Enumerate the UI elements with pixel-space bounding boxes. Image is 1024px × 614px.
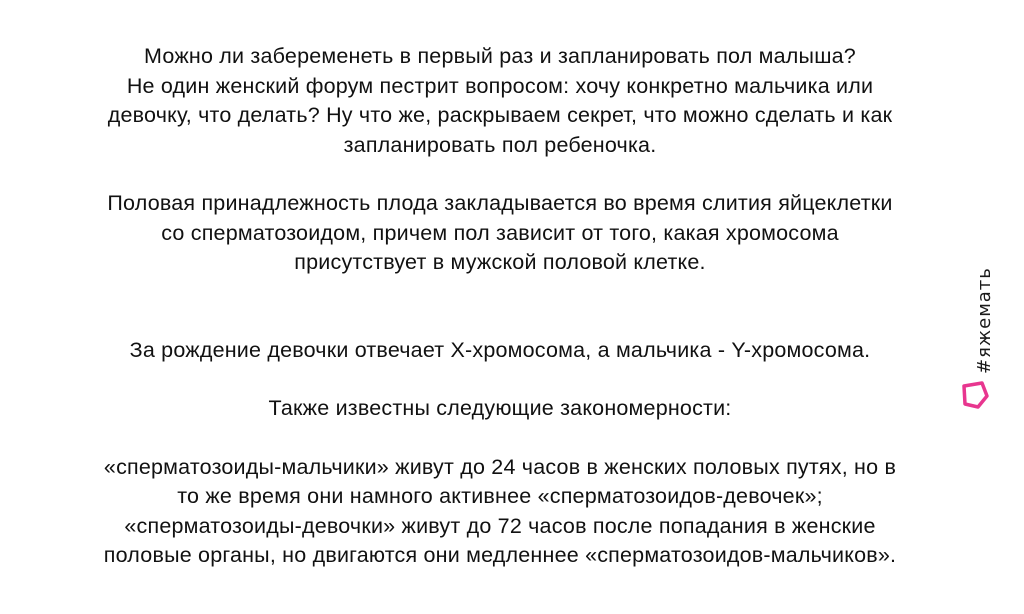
patterns-paragraph: «сперматозоиды-мальчики» живут до 24 часов в женских половых путях, но в то же время они намного активнее «сперматозоидов-девочек»; «сперматозоиды-девочки» живут до 72 часов после попадания в женские половые органы, но двигаются они медленнее «сперматозоидов-мальчиков». — [103, 454, 897, 567]
paragraph-gap — [30, 424, 970, 453]
paragraph-gap — [30, 365, 970, 394]
article-body — [30, 42, 970, 571]
paragraph-gap — [30, 278, 970, 336]
brand-hashtag: #яжемать — [974, 267, 995, 374]
intro-paragraph: Можно ли забеременеть в первый раз и запланировать пол малыша? Не один женский форум пестрит вопросом: хочу конкретно мальчика или девочку, что делать? Ну что же, раскрываем секрет, что можно сделать и как запланировать пол ребеночка. — [107, 44, 893, 157]
chromosome-paragraph: За рождение девочки отвечает Х-хромосома, а мальчика - Y-хромосома. — [129, 337, 871, 362]
paragraph-gap — [30, 160, 970, 189]
pink-pentagon-icon — [958, 380, 990, 410]
patterns-heading: Также известны следующие закономерности: — [268, 396, 732, 420]
brand-watermark — [950, 262, 1000, 422]
sex-determination-paragraph: Половая принадлежность плода закладывается во время слития яйцеклетки со сперматозоидом, причем пол зависит от того, какая хромосома присутствует в мужской половой клетке. — [107, 191, 893, 274]
